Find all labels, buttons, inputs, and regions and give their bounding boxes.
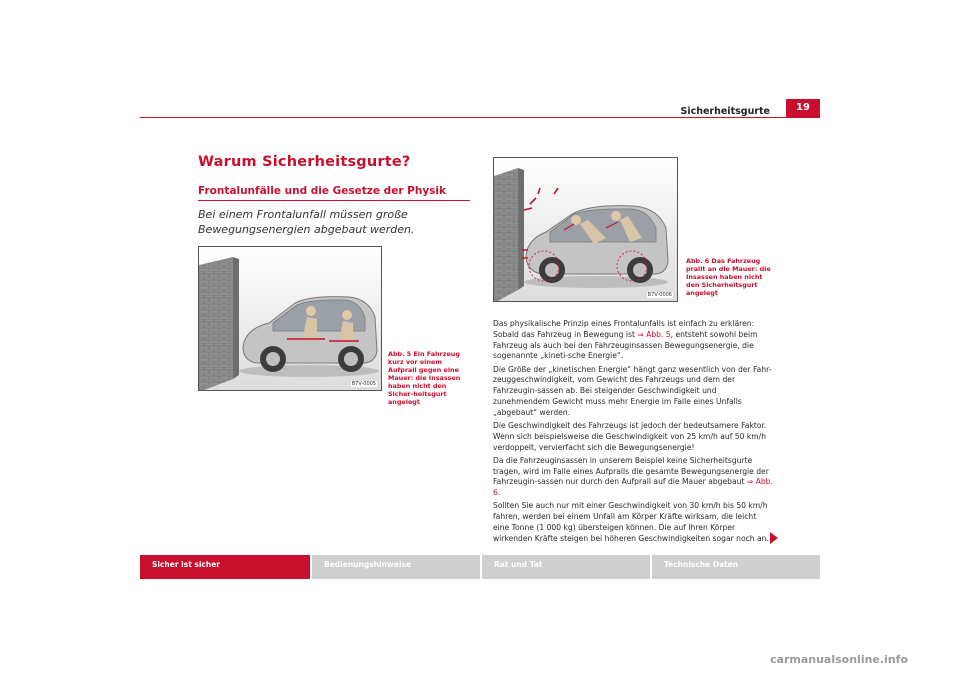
figure-code: B7V-0005 xyxy=(351,381,376,387)
footer-tab-technische-daten[interactable]: Technische Daten xyxy=(652,555,820,579)
page-number: 19 xyxy=(786,99,820,117)
figure-6-car-impact xyxy=(493,157,678,302)
figure-5-car-before-impact xyxy=(198,246,382,391)
footer-tab-sicher-ist-sicher[interactable]: Sicher ist sicher xyxy=(140,555,310,579)
footer-tab-bedienungshinweise[interactable]: Bedienungshinweise xyxy=(312,555,480,579)
figure-code: B7V-0006 xyxy=(647,292,672,298)
next-page-arrow-icon[interactable] xyxy=(770,532,778,544)
subsection-rule xyxy=(198,200,470,201)
running-header-title: Sicherheitsgurte xyxy=(680,106,770,117)
body-paragraph: Das physikalische Prinzip eines Frontalunfalls ist einfach zu erklären: Sobald das Fahrzeug in Bewegung ist ⇒ Abb. 5, entsteht sowohl beim Fahrzeug als auch bei den Fahrzeuginsassen Bewegungsenergie, die sogenannte „kineti-sche Energie“. xyxy=(493,319,758,361)
header-rule xyxy=(140,117,820,118)
body-paragraph: Da die Fahrzeuginsassen in unserem Beispiel keine Sicherheitsgurte tragen, wird im Falle eines Aufpralls die gesamte Bewegungsenergie der Fahrzeugin-sassen nur durch den Aufprall auf die Mauer abgebaut ⇒ Abb. 6. xyxy=(493,455,773,498)
body-paragraph: Sollten Sie auch nur mit einer Geschwindigkeit von 30 km/h bis 50 km/h fahren, werden bei einem Unfall am Körper Kräfte wirksam, die leicht eine Tonne (1 000 kg) übersteigen können. Die auf Ihren Körper wirkenden Kräfte steigen bei höheren Geschwindigkeiten sogar noch an. xyxy=(493,501,769,543)
section-title: Warum Sicherheitsgurte? xyxy=(198,154,411,170)
car-impact-illustration xyxy=(494,158,678,302)
car-before-impact-illustration xyxy=(199,247,382,391)
watermark: carmanualsonline.info xyxy=(770,653,908,666)
figure-5-caption: Abb. 5 Ein Fahrzeug kurz vor einem Aufprall gegen eine Mauer: die Insassen haben nicht den Sicher-heitsgurt angelegt xyxy=(388,350,461,406)
footer-navigation xyxy=(140,555,820,579)
body-paragraph: Die Geschwindigkeit des Fahrzeugs ist jedoch der bedeutsamere Faktor. Wenn sich beispielsweise die Geschwindigkeit von 25 km/h auf 50 km/h verdoppelt, vervierfacht sich die Bewegungsenergie! xyxy=(493,420,767,452)
figure-6-reference-link[interactable]: ⇒ Abb. 6 xyxy=(493,477,773,498)
body-text xyxy=(493,319,773,547)
figure-6-caption: Abb. 6 Das Fahrzeug prallt an die Mauer: die Insassen haben nicht den Sicherheitsgurt angelegt xyxy=(686,257,771,297)
lead-paragraph: Bei einem Frontalunfall müssen große Bewegungsenergien abgebaut werden. xyxy=(198,208,415,236)
subsection-title: Frontalunfälle und die Gesetze der Physik xyxy=(198,185,447,197)
figure-5-reference-link[interactable]: ⇒ Abb. 5 xyxy=(637,329,671,339)
body-paragraph: Die Größe der „kinetischen Energie“ hängt ganz wesentlich von der Fahr-zeuggeschwindigkeit, vom Gewicht des Fahrzeugs und dem der Fahrzeugin-sassen ab. Bei steigender Geschwindigkeit und zunehmendem Gewicht muss mehr Energie im Falle eines Unfalls „abgebaut“ werden. xyxy=(493,364,772,417)
footer-tab-rat-und-tat[interactable]: Rat und Tat xyxy=(482,555,650,579)
